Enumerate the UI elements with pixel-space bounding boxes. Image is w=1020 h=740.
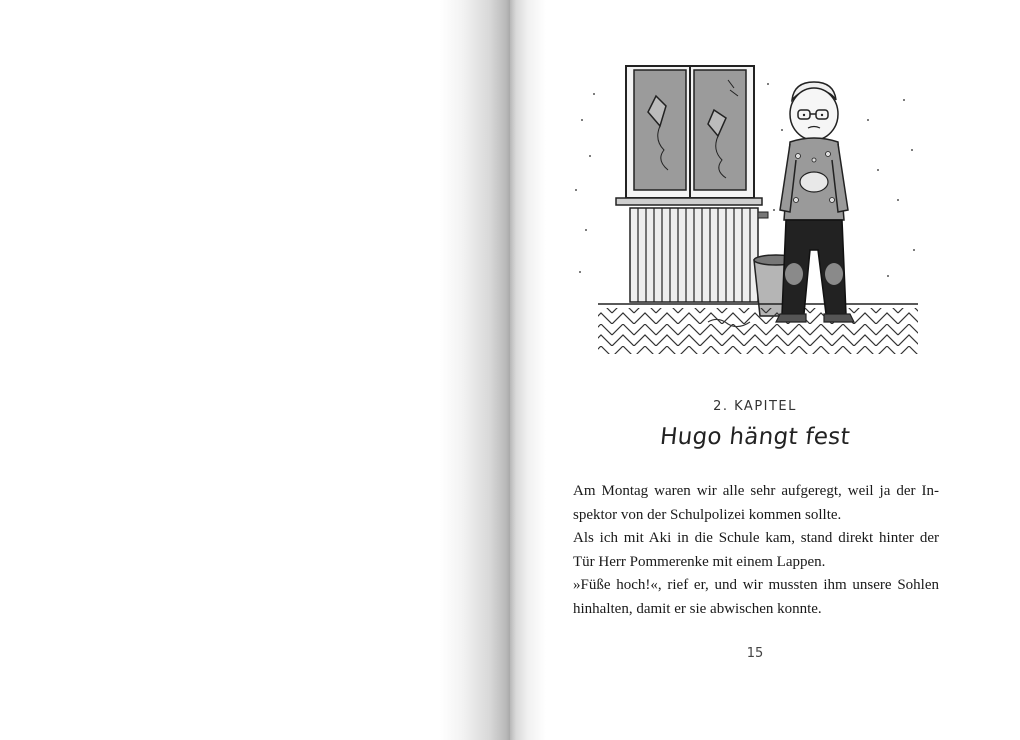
window [616, 66, 762, 205]
chapter-label: 2. KAPITEL [713, 399, 797, 414]
radiator [630, 208, 768, 302]
body-text [573, 480, 939, 622]
boy-figure [776, 82, 854, 322]
chapter-title: Hugo hängt fest [658, 424, 852, 450]
floor [598, 304, 918, 354]
body-line: Tür Herr Pommerenke mit einem Lappen. [573, 553, 826, 570]
body-line: Als ich mit Aki in die Schule kam, stand direkt hinter der [573, 530, 939, 547]
chapter-illustration [568, 60, 928, 360]
page-number: 15 [746, 646, 764, 661]
body-line: Am Montag waren wir alle sehr aufgeregt, weil ja der In- [573, 483, 939, 499]
body-line: spektor von der Schulpolizei kommen sollte. [573, 506, 842, 523]
body-line: hinhalten, damit er sie abwischen konnte. [573, 600, 822, 617]
body-line: »Füße hoch!«, rief er, und wir mussten ihm unsere Sohlen [573, 577, 939, 594]
